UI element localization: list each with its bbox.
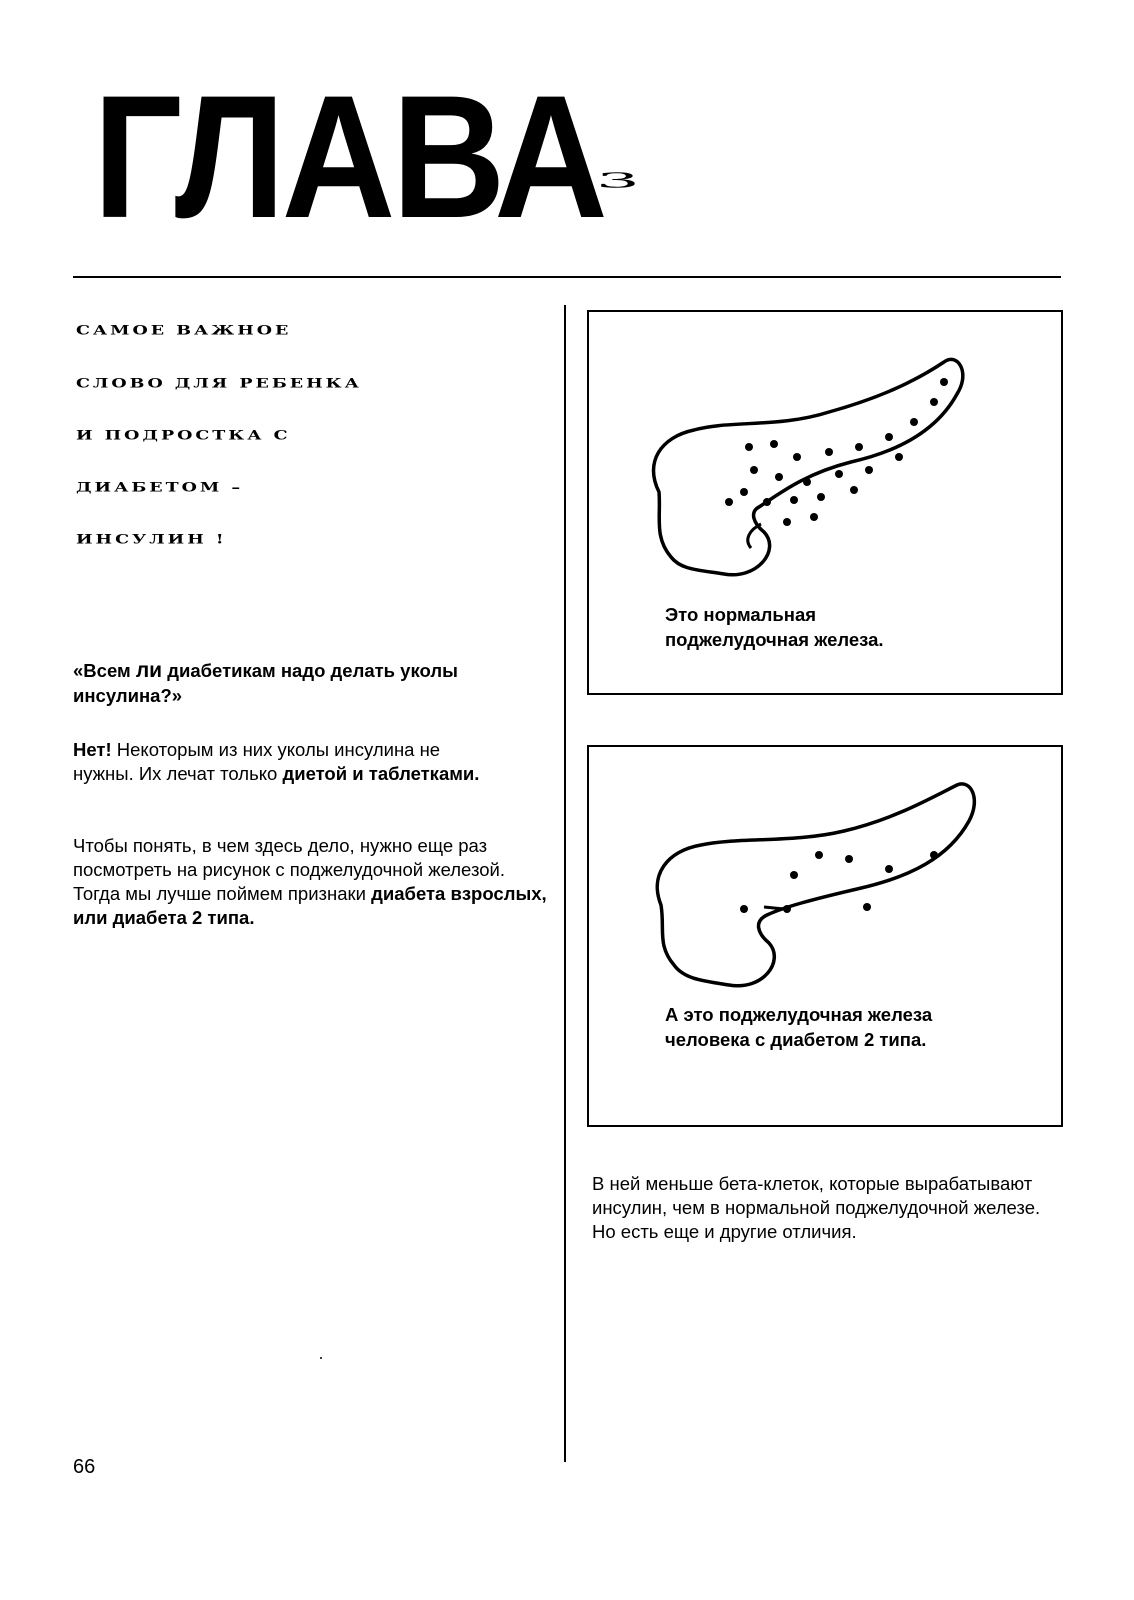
explanation-text: Чтобы понять, в чем здесь дело, нужно еще раз посмотреть на рисунок с поджелудочной железой. Тогда мы лучше поймем признаки bbox=[73, 835, 505, 904]
answer-bold-diet: диетой и таблетками. bbox=[282, 763, 480, 784]
figure-2-caption-line-1: А это поджелудочная железа bbox=[665, 1004, 933, 1025]
figure-1-caption bbox=[665, 602, 884, 652]
page-number: 66 bbox=[73, 1456, 96, 1478]
pancreas-diabetic-illustration bbox=[589, 747, 1061, 1125]
answer-paragraph bbox=[73, 738, 493, 786]
question-part-3: диабетикам надо делать уколы инсулина?» bbox=[73, 660, 458, 706]
answer-text: Некоторым из них уколы инсулина не нужны. Их лечат только bbox=[73, 739, 441, 784]
figure-normal-pancreas bbox=[587, 310, 1063, 695]
right-paragraph: В ней меньше бета-клеток, которые вырабатывают инсулин, чем в нормальной поджелудочной железе. Но есть еще и другие отличия. bbox=[592, 1173, 1041, 1242]
headline-line-2: СЛОВО ДЛЯ РЕБЕНКА bbox=[76, 376, 362, 391]
answer-bold-no: Нет! bbox=[73, 739, 112, 760]
chapter-title: ГЛАВА bbox=[93, 60, 605, 255]
figure-2-caption-line-2: человека с диабетом 2 типа. bbox=[665, 1029, 927, 1050]
figure-1-caption-line-1: Это нормальная bbox=[665, 604, 817, 625]
horizontal-rule bbox=[73, 276, 1061, 278]
question-part-1: «Всем bbox=[73, 660, 136, 681]
headline-line-4: ДИАБЕТОМ – bbox=[76, 480, 244, 495]
explanation-bold: диабета взрослых, или диабета 2 типа. bbox=[73, 883, 547, 928]
question bbox=[73, 658, 543, 708]
figure-2-caption bbox=[665, 1002, 932, 1052]
chapter-number: 3 bbox=[596, 168, 640, 193]
explanation-paragraph bbox=[73, 834, 553, 930]
figure-1-caption-line-2: поджелудочная железа. bbox=[665, 629, 884, 650]
headline-line-3: И ПОДРОСТКА С bbox=[76, 428, 291, 443]
question-emphasis: ли bbox=[135, 659, 163, 682]
figure-diabetic-pancreas bbox=[587, 745, 1063, 1127]
headline-line-1: САМОЕ ВАЖНОЕ bbox=[76, 323, 292, 338]
column-divider bbox=[564, 305, 566, 1462]
print-speck bbox=[320, 1357, 322, 1359]
headline-line-5: ИНСУЛИН ! bbox=[76, 532, 227, 547]
